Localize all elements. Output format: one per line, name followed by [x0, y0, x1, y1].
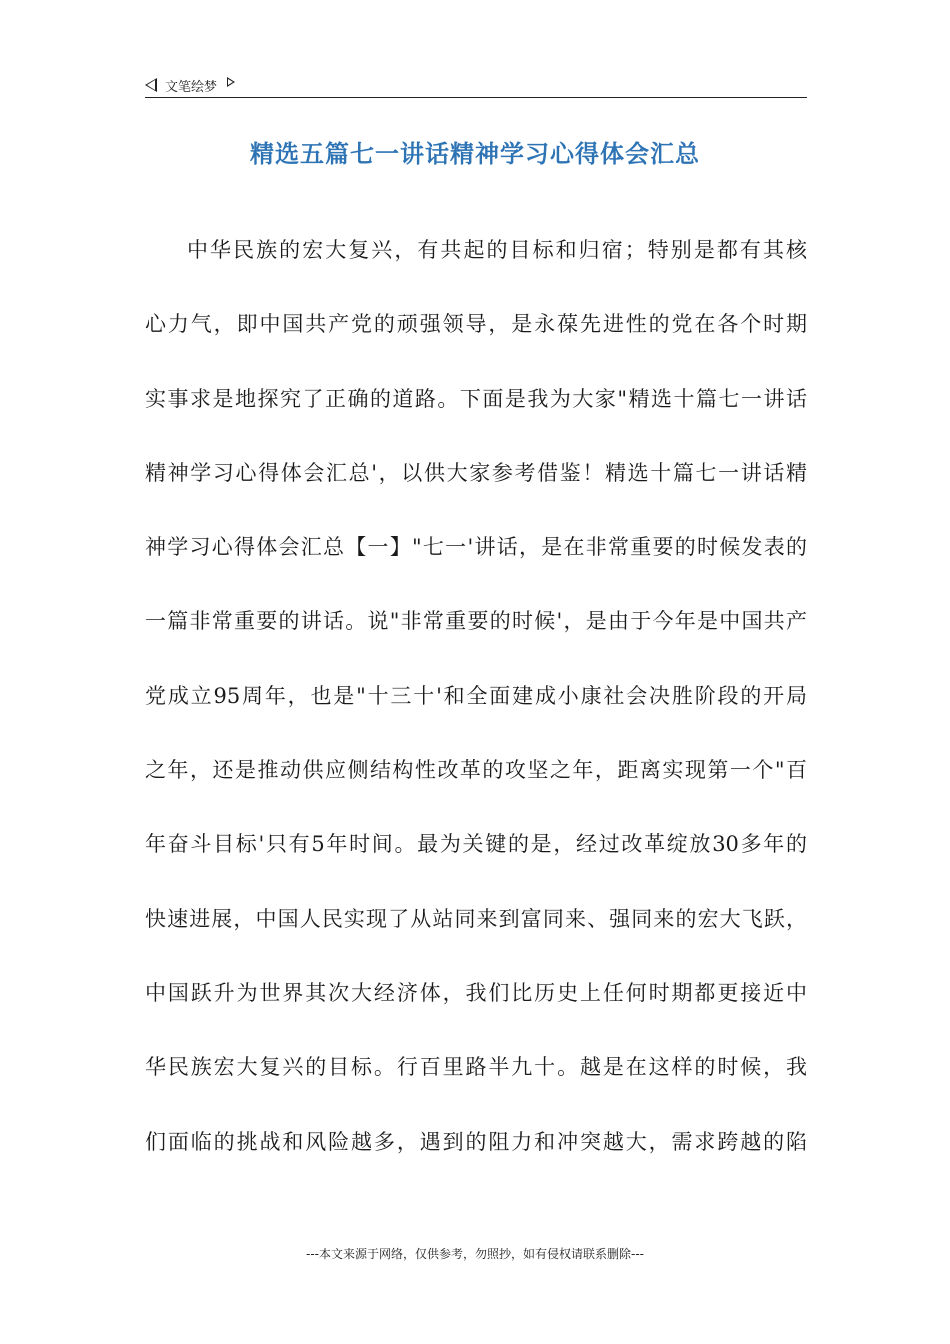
body-line: 华民族宏大复兴的目标。行百里路半九十。越是在这样的时候，我 — [145, 1055, 807, 1080]
triangle-left-icon — [145, 78, 157, 92]
document-title: 精选五篇七一讲话精神学习心得体会汇总 — [250, 139, 700, 168]
body-paragraph — [145, 220, 807, 1186]
body-line: 快速进展，中国人民实现了从站同来到富同来、强同来的宏大飞跃， — [145, 906, 807, 931]
body-line: 精神学习心得体会汇总'，以供大家参考借鉴！精选十篇七一讲话精 — [145, 460, 807, 485]
page-footer: ---本文来源于网络，仅供参考，勿照抄，如有侵权请联系删除--- — [306, 1247, 644, 1261]
body-line: 年奋斗目标'只有5年时间。最为关键的是，经过改革绽放30多年的 — [145, 832, 807, 857]
body-line: 心力气，即中国共产党的顽强领导，是永葆先进性的党在各个时期 — [145, 312, 807, 337]
header-divider — [145, 97, 807, 98]
body-line: 实事求是地探究了正确的道路。下面是我为大家"精选十篇七一讲话 — [145, 386, 807, 411]
body-line: 之年，还是推动供应侧结构性改革的攻坚之年，距离实现第一个"百 — [145, 758, 807, 783]
body-line: 们面临的挑战和风险越多，遇到的阻力和冲突越大，需求跨越的陷 — [145, 1129, 807, 1154]
body-line: 中华民族的宏大复兴，有共起的目标和归宿；特别是都有其核 — [187, 238, 807, 262]
body-line: 党成立95周年，也是"十三十'和全面建成小康社会决胜阶段的开局 — [145, 683, 807, 708]
header-brand: 文笔绘梦 — [165, 79, 218, 95]
body-line: 一篇非常重要的讲话。说"非常重要的时候'，是由于今年是中国共产 — [145, 609, 807, 634]
body-line: 中国跃升为世界其次大经济体，我们比历史上任何时期都更接近中 — [145, 980, 807, 1005]
body-line: 神学习心得体会汇总【一】"七一'讲话，是在非常重要的时候发表的 — [145, 535, 807, 560]
page-header — [145, 74, 807, 96]
triangle-right-icon — [227, 77, 235, 87]
